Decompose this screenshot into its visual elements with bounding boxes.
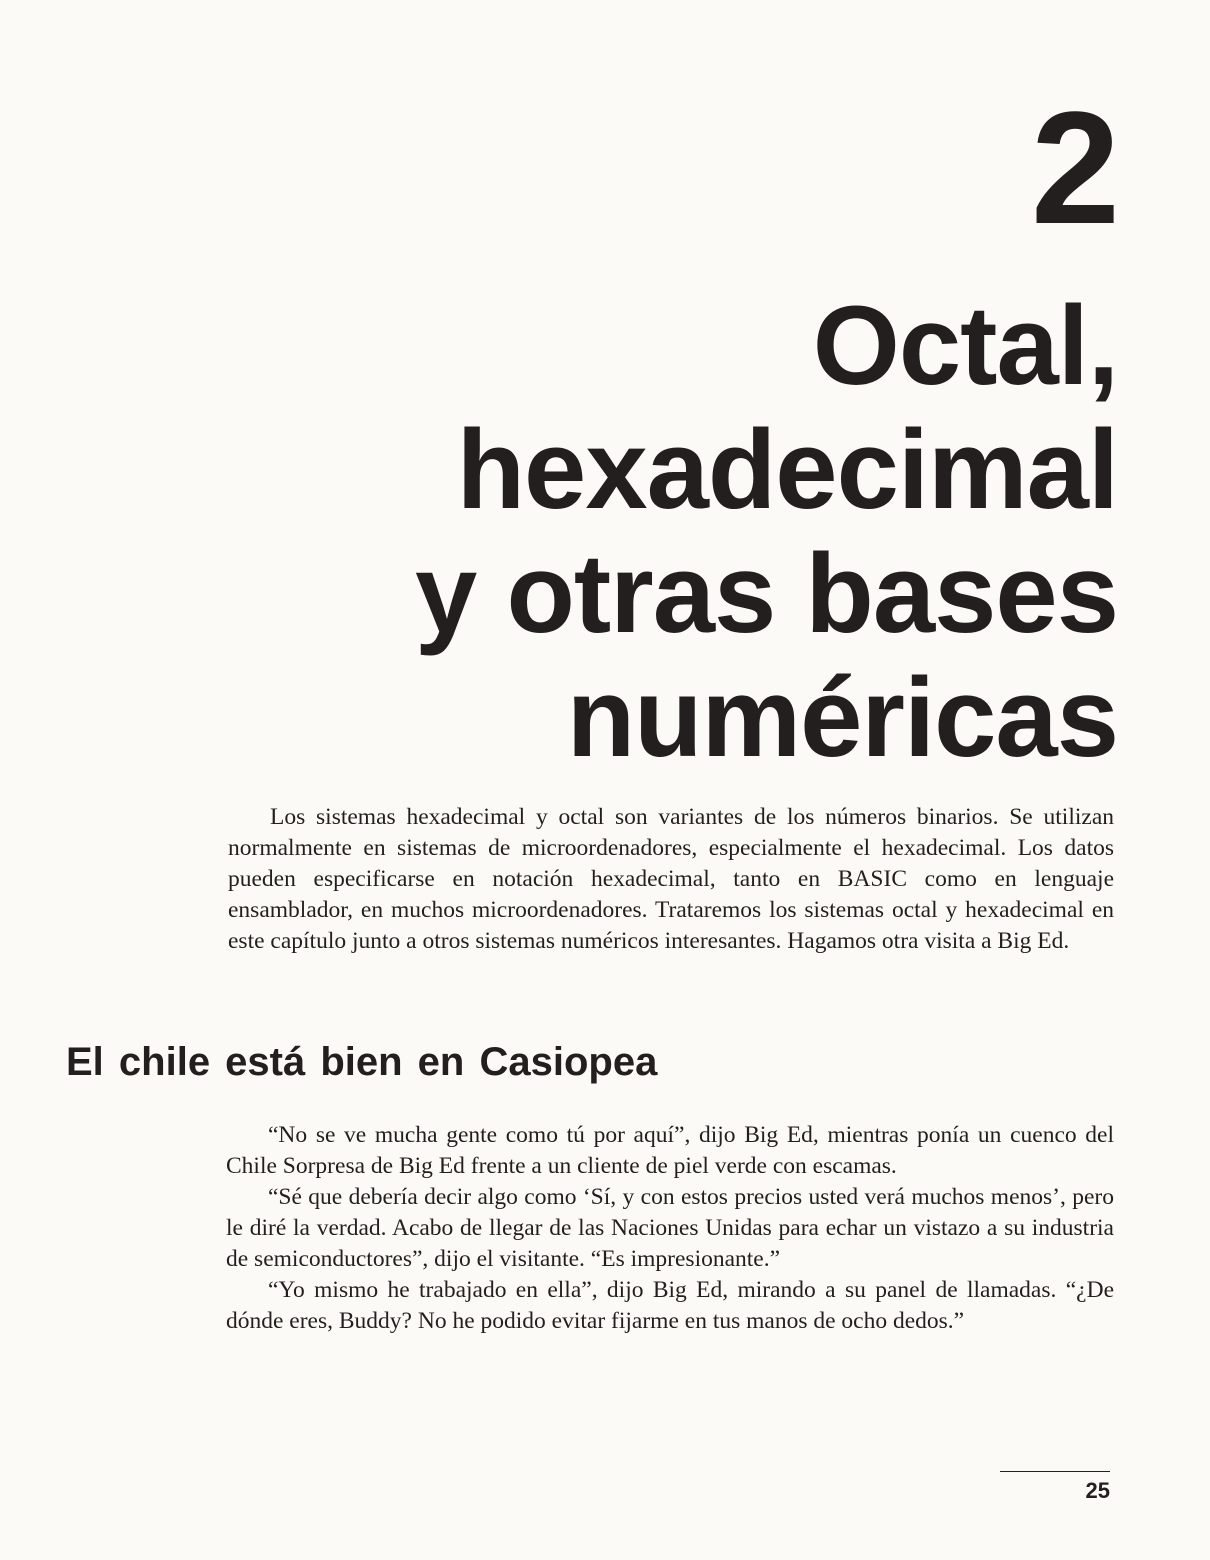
section-body bbox=[226, 1120, 1114, 1337]
section-heading: El chile está bien en Casiopea bbox=[66, 1040, 658, 1084]
body-paragraph: “Sé que debería decir algo como ‘Sí, y con estos precios usted verá muchos menos’, pero le diré la verdad. Acabo de llegar de las Naciones Unidas para echar un vistazo a su industria de semiconductores”, dijo el visitante. “Es impresionante.” bbox=[226, 1184, 1114, 1272]
chapter-number: 2 bbox=[1031, 78, 1120, 257]
chapter-title-line: y otras bases bbox=[415, 531, 1118, 656]
intro-paragraph: Los sistemas hexadecimal y octal son variantes de los números binarios. Se utilizan normalmente en sistemas de microordenadores, especialmente el hexadecimal. Los datos pueden especificarse en notación hexadecimal, tanto en BASIC como en lenguaje ensamblador, en muchos microordenadores. Trataremos los sistemas octal y hexadecimal en este capítulo junto a otros sistemas numéricos interesantes. Hagamos otra visita a Big Ed. bbox=[228, 804, 1114, 954]
page-number: 25 bbox=[1085, 1478, 1110, 1503]
chapter-title-line: numéricas bbox=[566, 655, 1118, 780]
chapter-intro bbox=[228, 802, 1114, 957]
footer-rule bbox=[1000, 1471, 1110, 1472]
chapter-title-line: hexadecimal bbox=[456, 407, 1118, 532]
body-paragraph: “No se ve mucha gente como tú por aquí”, dijo Big Ed, mientras ponía un cuenco del Chile Sorpresa de Big Ed frente a un cliente de piel verde con escamas. bbox=[226, 1122, 1114, 1179]
chapter-title-line: Octal, bbox=[812, 283, 1118, 408]
chapter-title bbox=[118, 284, 1118, 780]
body-paragraph: “Yo mismo he trabajado en ella”, dijo Big Ed, mirando a su panel de llamadas. “¿De dónde eres, Buddy? No he podido evitar fijarme en tus manos de ocho dedos.” bbox=[226, 1277, 1114, 1334]
